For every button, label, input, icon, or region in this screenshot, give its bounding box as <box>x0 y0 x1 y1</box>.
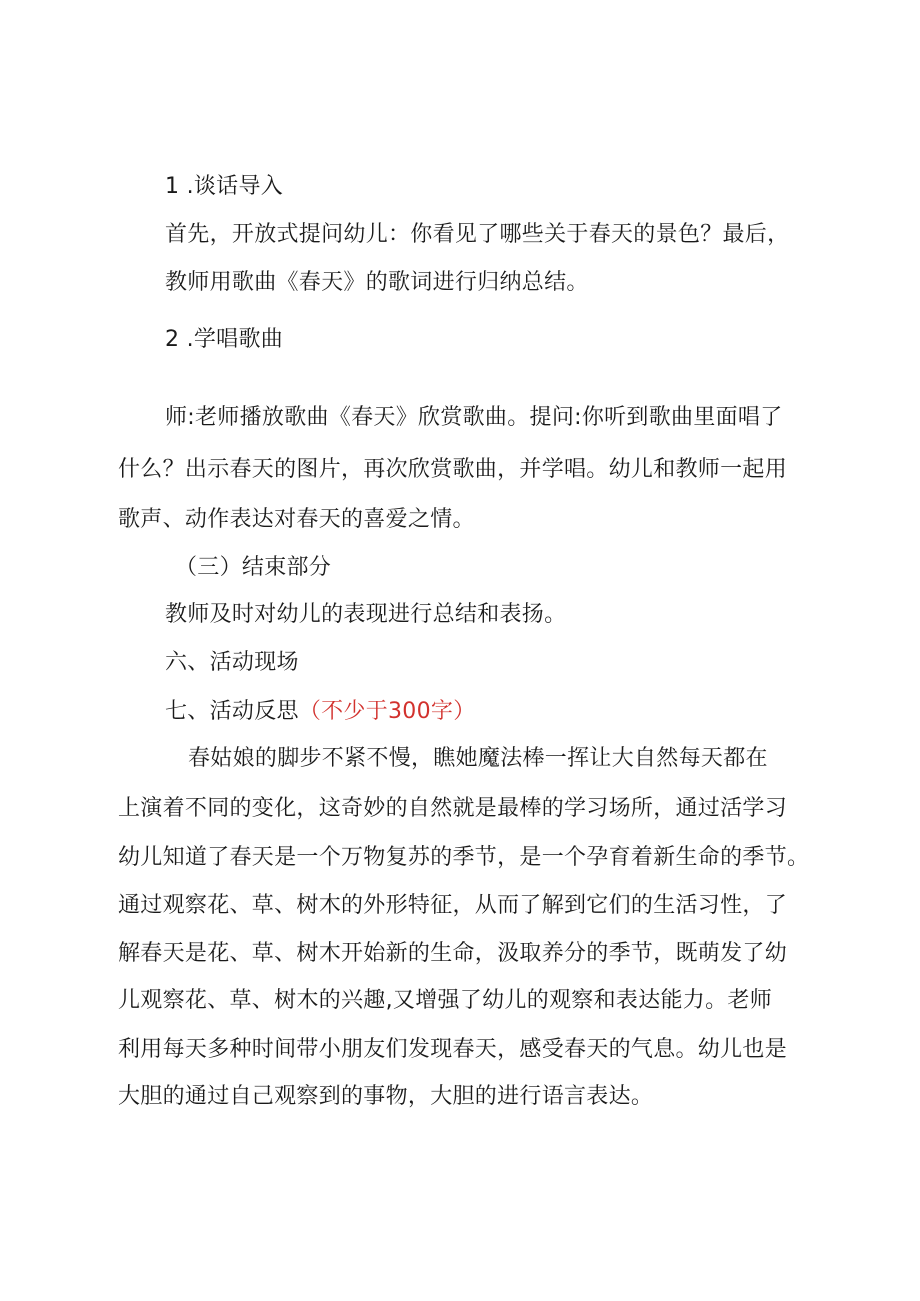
section-heading-learn-song: 2 .学唱歌曲 <box>165 327 284 352</box>
reflection-title: 七、活动反思 <box>165 699 299 724</box>
paragraph-line: 上演着不同的变化，这奇妙的自然就是最棒的学习场所，通过活学习 <box>118 796 788 821</box>
word-count-note: （不少于300字） <box>298 699 476 724</box>
paragraph-line: 首先，开放式提问幼儿：你看见了哪些关于春天的景色？最后， <box>165 222 790 247</box>
section-heading-ending: （三）结束部分 <box>175 555 332 580</box>
section-heading-talk-intro: 1 .谈话导入 <box>165 174 284 199</box>
paragraph-line: 幼儿知道了春天是一个万物复苏的季节，是一个孕育着新生命的季节。 <box>118 845 810 870</box>
paragraph-line: 什么？出示春天的图片，再次欣赏歌曲，并学唱。幼儿和教师一起用 <box>118 457 788 482</box>
paragraph-line: 解春天是花、草、树木开始新的生命，汲取养分的季节，既萌发了幼 <box>118 941 788 966</box>
paragraph-line: 教师用歌曲《春天》的歌词进行归纳总结。 <box>165 270 589 295</box>
paragraph-line: 教师及时对幼儿的表现进行总结和表扬。 <box>165 602 567 627</box>
paragraph-line: 春姑娘的脚步不紧不慢，瞧她魔法棒一挥让大自然每天都在 <box>188 746 768 771</box>
paragraph-line: 儿观察花、草、树木的兴趣,又增强了幼儿的观察和表达能力。老师 <box>118 988 772 1013</box>
paragraph-line: 歌声、动作表达对春天的喜爱之情。 <box>118 507 475 532</box>
section-heading-reflection <box>165 697 476 727</box>
paragraph-line: 利用每天多种时间带小朋友们发现春天，感受春天的气息。幼儿也是 <box>118 1037 788 1062</box>
paragraph-line: 通过观察花、草、树木的外形特征，从而了解到它们的生活习性，了 <box>118 893 788 918</box>
paragraph-line: 师:老师播放歌曲《春天》欣赏歌曲。提问:你听到歌曲里面唱了 <box>165 405 783 430</box>
section-heading-activity-scene: 六、活动现场 <box>165 650 299 675</box>
paragraph-line: 大胆的通过自己观察到的事物，大胆的进行语言表达。 <box>118 1084 654 1109</box>
